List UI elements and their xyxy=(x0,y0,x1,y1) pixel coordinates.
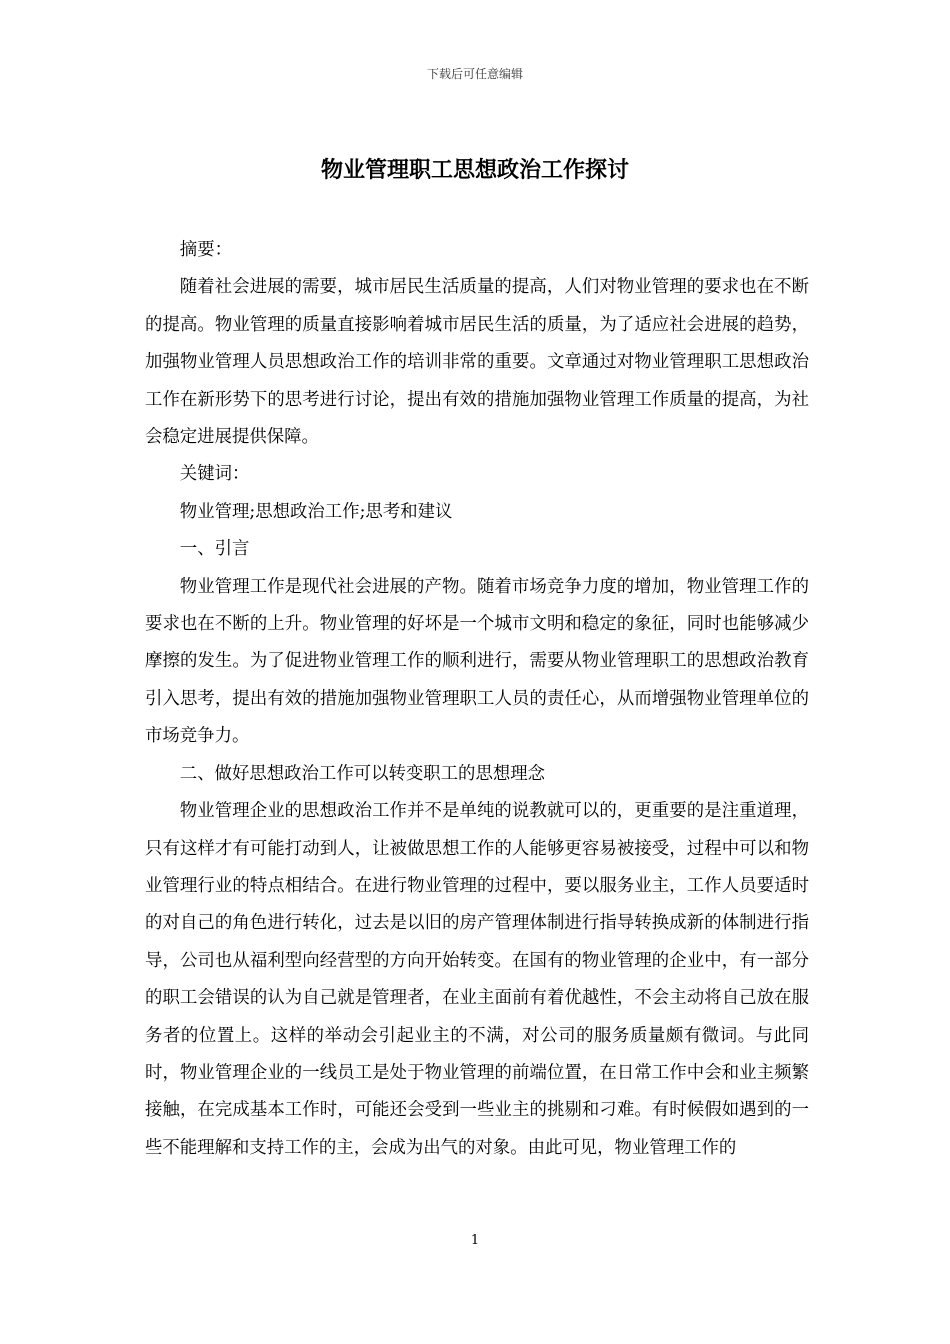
section-heading-thought-work: 二、做好思想政治工作可以转变职工的思想理念 xyxy=(179,763,546,784)
abstract-label: 摘要： xyxy=(179,240,232,260)
introduction-paragraph: 物业管理工作是现代社会进展的产物。随着市场竞争力度的增加，物业管理工作的要求也在不断的上升。物业管理的好坏是一个城市文明和稳定的象征，同时也能够减少摩擦的发生。为了促进物业管理工作的顺利进行，需要从物业管理职工的思想政治教育引入思考，提出有效的措施加强物业管理职工人员的责任心，从而增强物业管理单位的市场竞争力。 xyxy=(145,576,809,747)
thought-work-paragraph: 物业管理企业的思想政治工作并不是单纯的说教就可以的，更重要的是注重道理，只有这样才有可能打动到人，让被做思想工作的人能够更容易被接受，过程中可以和物业管理行业的特点相结合。在进行物业管理的过程中，要以服务业主，工作人员要适时的对自己的角色进行转化，过去是以旧的房产管理体制进行指导转换成新的体制进行指导，公司也从福利型向经营型的方向开始转变。在国有的物业管理的企业中，有一部分的职工会错误的认为自己就是管理者，在业主面前有着优越性，不会主动将自己放在服务者的位置上。这样的举动会引起业主的不满，对公司的服务质量颇有微词。与此同时，物业管理企业的一线员工是处于物业管理的前端位置，在日常工作中会和业主频繁接触，在完成基本工作时，可能还会受到一些业主的挑剔和刁难。有时候假如遇到的一些不能理解和支持工作的主，会成为出气的对象。由此可见，物业管理工作的 xyxy=(145,801,809,1158)
page-number: 1 xyxy=(470,1233,480,1248)
keywords-paragraph: 物业管理;思想政治工作;思考和建议 xyxy=(179,501,453,522)
abstract-paragraph: 随着社会进展的需要，城市居民生活质量的提高，人们对物业管理的要求也在不断的提高。物业管理的质量直接影响着城市居民生活的质量，为了适应社会进展的趋势，加强物业管理人员思想政治工作的培训非常的重要。文章通过对物业管理职工思想政治工作在新形势下的思考进行讨论，提出有效的措施加强物业管理工作质量的提高，为社会稳定进展提供保障。 xyxy=(145,277,809,448)
document-title: 物业管理职工思想政治工作探讨 xyxy=(320,157,629,183)
document-body xyxy=(145,232,809,1167)
section-heading-introduction: 一、引言 xyxy=(179,539,250,560)
page-header-note: 下载后可任意编辑 xyxy=(426,67,523,81)
keywords-label: 关键词： xyxy=(179,464,250,485)
